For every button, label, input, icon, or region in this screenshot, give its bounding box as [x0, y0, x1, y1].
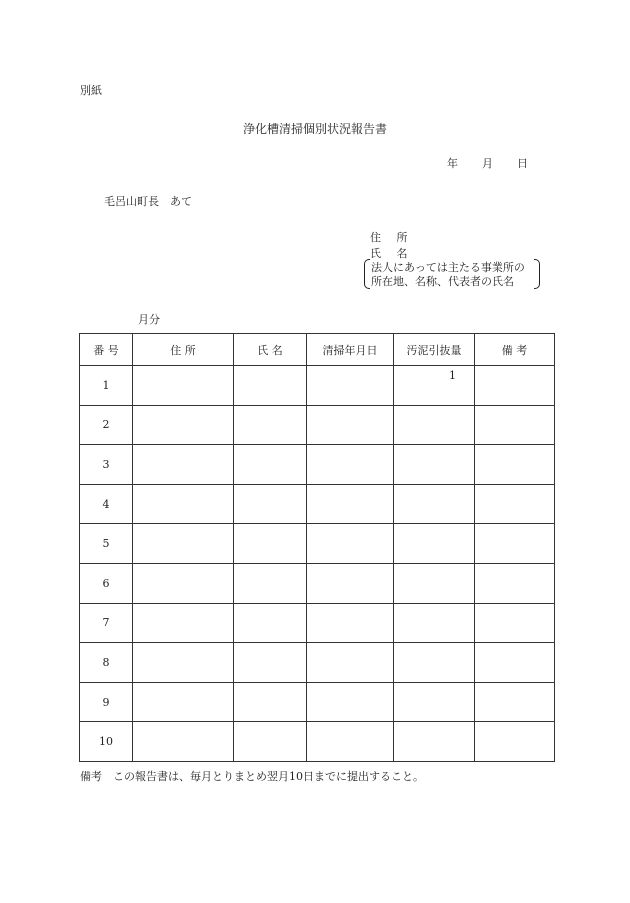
sender-name-label: 氏 名 [370, 247, 414, 260]
address-cell[interactable] [133, 722, 234, 762]
sludge-amount-cell[interactable] [394, 405, 475, 445]
sender-note-bracket [364, 259, 540, 287]
sludge-amount-cell[interactable] [394, 603, 475, 643]
sludge-amount-cell[interactable] [394, 484, 475, 524]
remarks-cell[interactable] [475, 603, 555, 643]
table-row [80, 366, 555, 406]
name-cell[interactable] [234, 366, 307, 406]
period-label: 月分 [138, 313, 160, 326]
name-cell[interactable] [234, 405, 307, 445]
number-cell: 8 [80, 643, 133, 683]
address-cell[interactable] [133, 603, 234, 643]
sludge-amount-cell[interactable] [394, 366, 475, 406]
table-row [80, 643, 555, 683]
cleaning-date-cell[interactable] [307, 366, 394, 406]
number-cell: 3 [80, 445, 133, 485]
header-address: 住 所 [133, 334, 234, 366]
sludge-amount-cell[interactable] [394, 722, 475, 762]
address-cell[interactable] [133, 682, 234, 722]
number-cell: 4 [80, 484, 133, 524]
name-cell[interactable] [234, 563, 307, 603]
remarks-cell[interactable] [475, 643, 555, 683]
sludge-amount-cell[interactable] [394, 563, 475, 603]
address-cell[interactable] [133, 445, 234, 485]
number-cell: 5 [80, 524, 133, 564]
report-table [79, 333, 555, 762]
name-cell[interactable] [234, 603, 307, 643]
sludge-amount-cell[interactable] [394, 643, 475, 683]
cleaning-date-cell[interactable] [307, 405, 394, 445]
remarks-cell[interactable] [475, 405, 555, 445]
name-cell[interactable] [234, 643, 307, 683]
header-cleaning-date: 清掃年月日 [307, 334, 394, 366]
sludge-amount-cell[interactable] [394, 682, 475, 722]
cleaning-date-cell[interactable] [307, 643, 394, 683]
remarks-cell[interactable] [475, 366, 555, 406]
remarks-cell[interactable] [475, 445, 555, 485]
address-cell[interactable] [133, 405, 234, 445]
number-cell: 9 [80, 682, 133, 722]
date-year-label: 年 [447, 157, 458, 170]
table-row [80, 603, 555, 643]
cleaning-date-cell[interactable] [307, 722, 394, 762]
table-row [80, 524, 555, 564]
address-cell[interactable] [133, 643, 234, 683]
table-row [80, 445, 555, 485]
remarks-cell[interactable] [475, 682, 555, 722]
left-bracket [364, 259, 370, 289]
address-cell[interactable] [133, 366, 234, 406]
name-cell[interactable] [234, 682, 307, 722]
sender-note-line2: 所在地、名称、代表者の氏名 [371, 275, 514, 288]
header-sludge-amount: 汚泥引抜量 [394, 334, 475, 366]
name-cell[interactable] [234, 484, 307, 524]
table-row [80, 563, 555, 603]
table-header-row [80, 334, 555, 366]
right-bracket [534, 259, 540, 289]
sender-address-label: 住 所 [370, 231, 414, 244]
header-name: 氏 名 [234, 334, 307, 366]
remarks-cell[interactable] [475, 524, 555, 564]
address-cell[interactable] [133, 484, 234, 524]
cleaning-date-cell[interactable] [307, 682, 394, 722]
name-cell[interactable] [234, 445, 307, 485]
date-month-label: 月 [482, 157, 493, 170]
number-cell: 1 [80, 366, 133, 406]
cleaning-date-cell[interactable] [307, 445, 394, 485]
remarks-note: 備考 この報告書は、毎月とりまとめ翌月10日までに提出すること。 [80, 770, 424, 783]
cleaning-date-cell[interactable] [307, 563, 394, 603]
number-cell: 10 [80, 722, 133, 762]
remarks-cell[interactable] [475, 563, 555, 603]
number-cell: 2 [80, 405, 133, 445]
number-cell: 6 [80, 563, 133, 603]
name-cell[interactable] [234, 524, 307, 564]
table-row [80, 682, 555, 722]
address-cell[interactable] [133, 563, 234, 603]
header-number: 番 号 [80, 334, 133, 366]
table-row [80, 484, 555, 524]
sender-note-line1: 法人にあっては主たる事業所の [371, 261, 525, 274]
document-title: 浄化槽清掃個別状況報告書 [242, 122, 387, 136]
header-remarks: 備 考 [475, 334, 555, 366]
sludge-amount-value: 1 [449, 369, 456, 382]
cleaning-date-cell[interactable] [307, 524, 394, 564]
date-day-label: 日 [517, 157, 528, 170]
sludge-amount-cell[interactable] [394, 445, 475, 485]
addressee: 毛呂山町長 あて [104, 195, 192, 208]
number-cell: 7 [80, 603, 133, 643]
table-row [80, 405, 555, 445]
address-cell[interactable] [133, 524, 234, 564]
attachment-label: 別紙 [80, 84, 102, 97]
name-cell[interactable] [234, 722, 307, 762]
remarks-cell[interactable] [475, 484, 555, 524]
cleaning-date-cell[interactable] [307, 603, 394, 643]
table-row [80, 722, 555, 762]
remarks-cell[interactable] [475, 722, 555, 762]
cleaning-date-cell[interactable] [307, 484, 394, 524]
sludge-amount-cell[interactable] [394, 524, 475, 564]
